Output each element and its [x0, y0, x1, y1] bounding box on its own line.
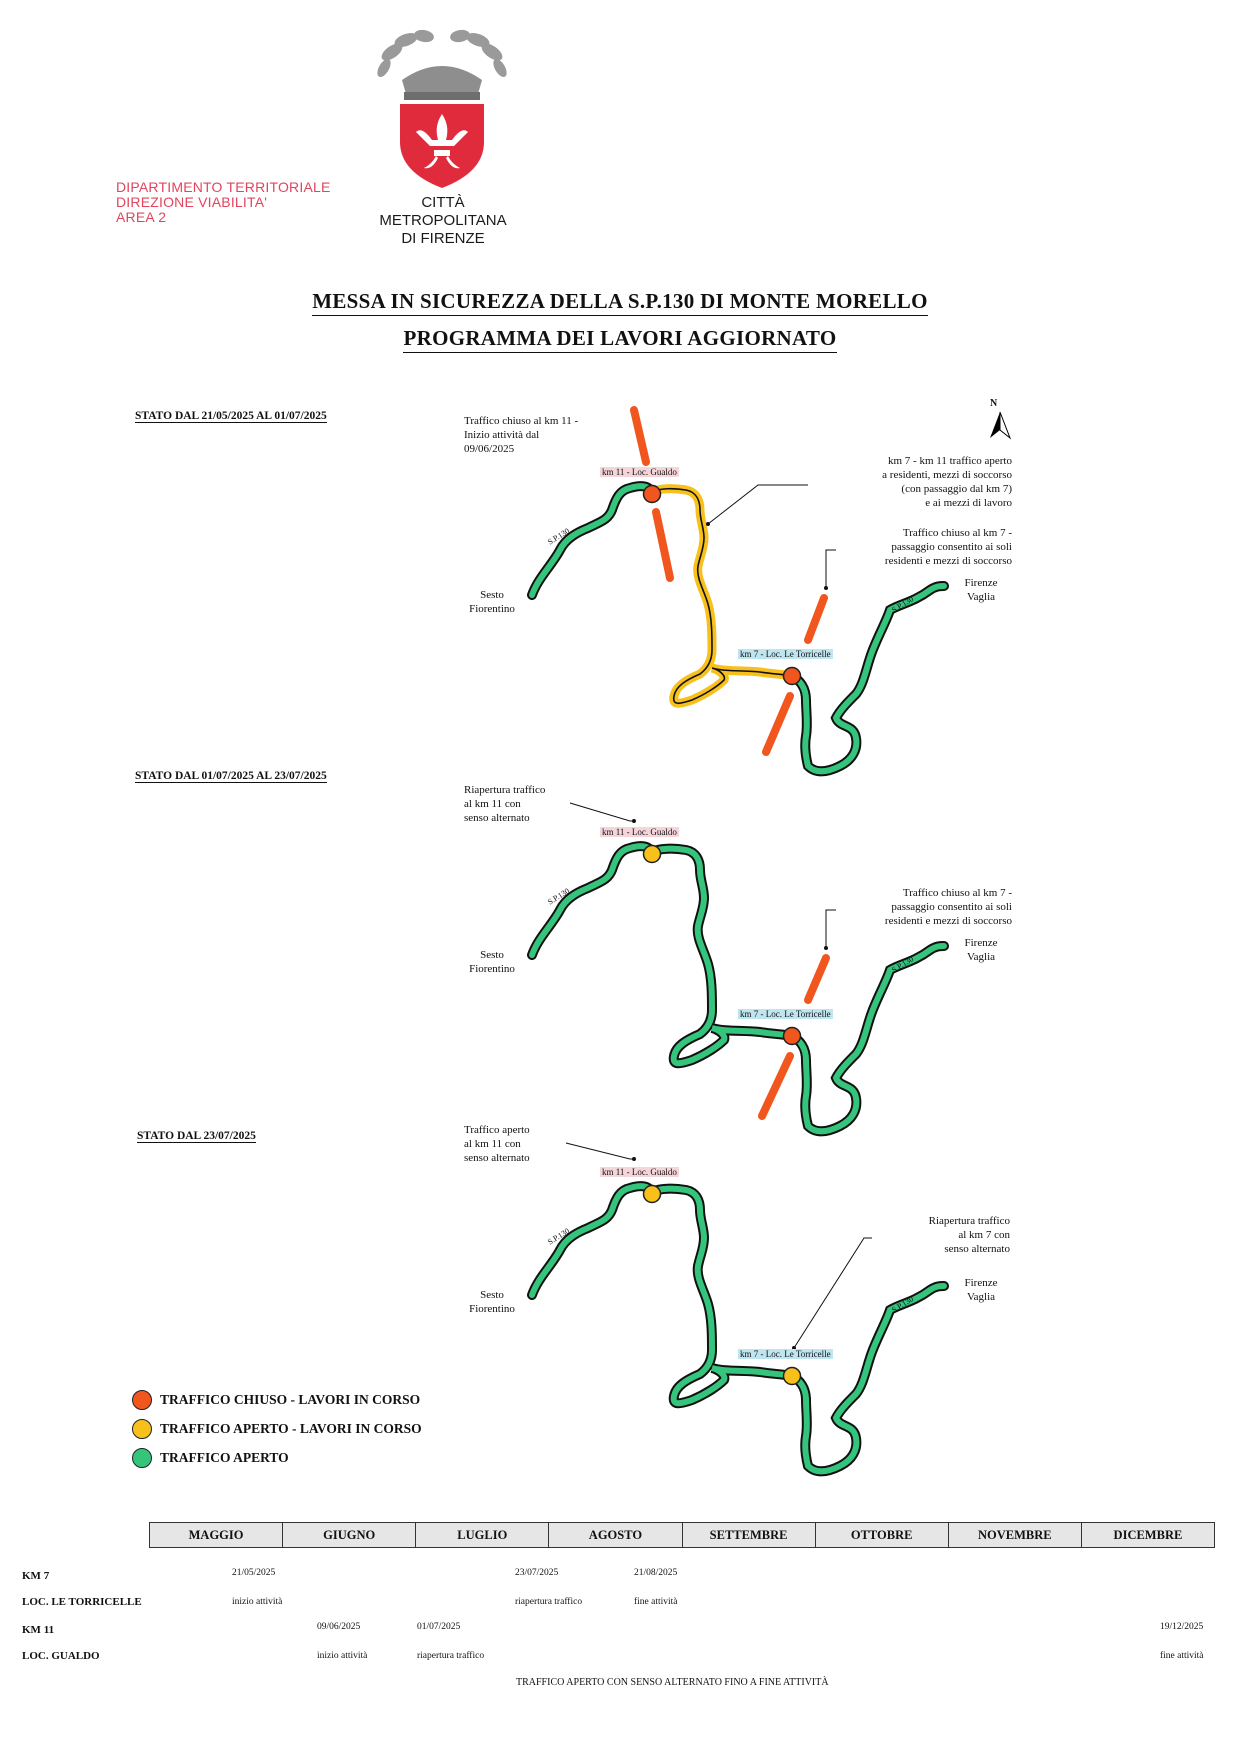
km7-date-reopen: 23/07/2025 [515, 1568, 559, 1578]
note-line: al km 7 con [958, 1229, 1010, 1241]
map1-note-km11 [464, 414, 578, 456]
legend-label: TRAFFICO APERTO - LAVORI IN CORSO [160, 1421, 422, 1436]
map3-sp130-label: S.P.130 [546, 1226, 572, 1247]
map3-note-km7 [880, 1214, 1010, 1256]
map-2 [532, 803, 944, 1131]
month-cell: NOVEMBRE [949, 1523, 1082, 1547]
note-line: 09/06/2025 [464, 443, 515, 455]
note-line: km 7 - km 11 traffico aperto [887, 455, 1012, 467]
note-line: al km 11 con [464, 1138, 521, 1150]
km11-row-sublabel: LOC. GUALDO [22, 1650, 100, 1662]
map3-km7-label: km 7 - Loc. Le Torricelle [740, 1349, 831, 1359]
note-line: Traffico chiuso al km 7 - [902, 887, 1012, 899]
place-line: Vaglia [966, 951, 996, 963]
place-line: Fiorentino [469, 1303, 515, 1315]
place-line: Vaglia [966, 591, 996, 603]
place-line: Firenze [964, 1277, 998, 1289]
note-line: senso alternato [464, 1152, 530, 1164]
month-cell: GIUGNO [283, 1523, 416, 1547]
note-line: Traffico chiuso al km 11 - [464, 415, 579, 427]
legend-item-open-works [132, 1419, 422, 1439]
map3-sp130-label-right: S.P.130 [890, 1294, 916, 1315]
map1-sp130-label: S.P.130 [546, 526, 572, 547]
month-cell: AGOSTO [549, 1523, 682, 1547]
map3-sesto-label [462, 1288, 522, 1316]
map1-km7-label: km 7 - Loc. Le Torricelle [740, 649, 831, 659]
department-line: DIPARTIMENTO TERRITORIALE [116, 179, 331, 195]
month-cell: LUGLIO [416, 1523, 549, 1547]
map2-sp130-label-right: S.P.130 [890, 954, 916, 975]
status-label-1: STATO DAL 21/05/2025 AL 01/07/2025 [135, 410, 327, 422]
institution-line: CITTÀ METROPOLITANA [379, 194, 507, 229]
legend-item-closed [132, 1390, 420, 1410]
map-3 [532, 1143, 944, 1471]
map2-note-km11 [464, 783, 545, 825]
map1-firenze-label [955, 576, 1007, 604]
month-cell: DICEMBRE [1113, 1528, 1183, 1542]
note-line: Inizio attività dal [464, 429, 540, 441]
map2-sesto-label [462, 948, 522, 976]
map1-sp130-label-right: S.P.130 [890, 594, 916, 615]
department-line: AREA 2 [116, 209, 167, 225]
place-line: Vaglia [966, 1291, 996, 1303]
km11-event-reopen: riapertura traffico [417, 1651, 485, 1661]
km11-date-reopen: 01/07/2025 [417, 1622, 461, 1632]
place-line: Sesto [480, 1289, 504, 1301]
institution-line: DI FIRENZE [401, 230, 485, 247]
map3-note-km11 [464, 1123, 530, 1165]
place-line: Fiorentino [469, 963, 515, 975]
note-line: senso alternato [464, 812, 530, 824]
title-line-2: PROGRAMMA DEI LAVORI AGGIORNATO [403, 326, 836, 353]
note-line: a residenti, mezzi di soccorso [882, 469, 1012, 481]
km7-event-end: fine attività [634, 1597, 678, 1607]
month-cell: MAGGIO [150, 1523, 283, 1547]
km7-event-start: inizio attività [232, 1597, 283, 1607]
km11-date-end: 19/12/2025 [1160, 1622, 1204, 1632]
note-line: Traffico chiuso al km 7 - [902, 527, 1012, 539]
km11-event-start: inizio attività [317, 1651, 368, 1661]
map2-firenze-label [955, 936, 1007, 964]
note-line: Traffico aperto [464, 1124, 530, 1136]
place-line: Firenze [964, 577, 998, 589]
map2-sp130-label: S.P.130 [546, 886, 572, 907]
status-label-3: STATO DAL 23/07/2025 [137, 1130, 256, 1142]
closed-dot-icon [132, 1390, 152, 1410]
legend-label: TRAFFICO CHIUSO - LAVORI IN CORSO [160, 1392, 421, 1407]
place-line: Sesto [480, 589, 504, 601]
map1-km11-label: km 11 - Loc. Gualdo [602, 467, 677, 477]
map2-km7-label: km 7 - Loc. Le Torricelle [740, 1009, 831, 1019]
north-label: N [990, 398, 998, 409]
place-line: Fiorentino [469, 603, 515, 615]
month-cell: SETTEMBRE [683, 1523, 816, 1547]
note-line: senso alternato [944, 1243, 1010, 1255]
note-line: Riapertura traffico [928, 1215, 1010, 1227]
legend-item-open [132, 1448, 289, 1468]
km11-event-end: fine attività [1160, 1651, 1204, 1661]
map1-note-km7 [820, 526, 1012, 568]
open-dot-icon [132, 1448, 152, 1468]
department-line: DIREZIONE VIABILITA' [116, 194, 268, 210]
km7-date-end: 21/08/2025 [634, 1568, 678, 1578]
km11-date-start: 09/06/2025 [317, 1622, 361, 1632]
km11-row-label: KM 11 [22, 1624, 55, 1636]
place-line: Sesto [480, 949, 504, 961]
note-line: passaggio consentito ai soli [891, 541, 1012, 553]
map2-note-km7 [820, 886, 1012, 928]
status-label-2: STATO DAL 01/07/2025 AL 23/07/2025 [135, 770, 327, 782]
map2-km11-label: km 11 - Loc. Gualdo [602, 827, 677, 837]
map3-km11-label: km 11 - Loc. Gualdo [602, 1167, 677, 1177]
arrow-label: TRAFFICO APERTO CON SENSO ALTERNATO FINO A FINE ATTIVITÀ [516, 1677, 829, 1688]
place-line: Firenze [964, 937, 998, 949]
map1-note-km7-km11 [810, 454, 1012, 510]
note-line: Riapertura traffico [464, 784, 546, 796]
north-arrow-icon [990, 412, 1010, 438]
note-line: e ai mezzi di lavoro [925, 497, 1012, 509]
note-line: residenti e mezzi di soccorso [884, 915, 1012, 927]
note-line: residenti e mezzi di soccorso [884, 555, 1012, 567]
month-header [149, 1522, 1215, 1548]
note-line: al km 11 con [464, 798, 521, 810]
month-cell: OTTOBRE [816, 1523, 949, 1547]
open-works-dot-icon [132, 1419, 152, 1439]
map1-sesto-label [462, 588, 522, 616]
note-line: (con passaggio dal km 7) [901, 483, 1012, 495]
km7-row-label: KM 7 [22, 1570, 50, 1582]
note-line: passaggio consentito ai soli [891, 901, 1012, 913]
km7-date-start: 21/05/2025 [232, 1568, 276, 1578]
km7-event-reopen: riapertura traffico [515, 1597, 583, 1607]
km7-row-sublabel: LOC. LE TORRICELLE [22, 1596, 142, 1608]
title-line-1: MESSA IN SICUREZZA DELLA S.P.130 DI MONTE MORELLO [312, 289, 927, 316]
map3-firenze-label [955, 1276, 1007, 1304]
legend-label: TRAFFICO APERTO [160, 1450, 289, 1465]
